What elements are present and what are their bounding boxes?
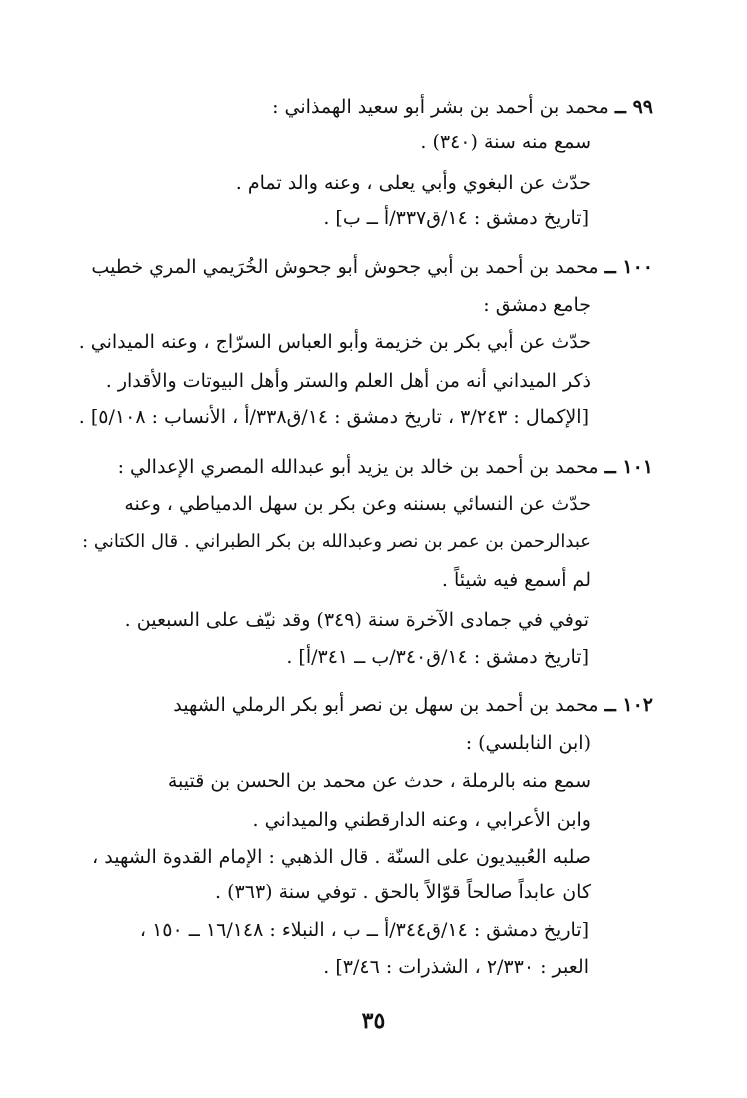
- entry-heading: [91, 252, 653, 282]
- entry-number: ٩٩ ــ: [614, 96, 653, 118]
- entry-line: حدّث عن البغوي وأبي يعلى ، وعنه والد تمام .: [235, 172, 591, 194]
- entry-heading: [173, 690, 653, 720]
- entry-line: (ابن النابلسي) :: [465, 732, 591, 754]
- entry-line: جامع دمشق :: [483, 294, 591, 316]
- entry-reference: [تاريخ دمشق : ١٤/ق٣٣٧/أ ــ ب] .: [323, 207, 589, 229]
- entry-title: محمد بن أحمد بن أبي جحوش أبو جحوش الخُرَيمي المري خطيب: [91, 256, 599, 278]
- entry-reference: [الإكمال : ٣/٢٤٣ ، تاريخ دمشق : ١٤/ق٣٣٨/أ ، الأنساب : ٥/١٠٨] .: [78, 406, 589, 428]
- entry-line: كان عابداً صالحاً قوّالاً بالحق . توفي سنة (٣٦٣) .: [215, 881, 591, 903]
- entry-line: عبدالرحمن بن عمر بن نصر وعبدالله بن بكر الطبراني . قال الكتاني :: [82, 531, 591, 552]
- entry-line: لم أسمع فيه شيئاً .: [441, 569, 591, 591]
- entry-title: محمد بن أحمد بن سهل بن نصر أبو بكر الرملي الشهيد: [173, 694, 599, 716]
- page-number: ٣٥: [361, 1008, 386, 1034]
- entry-line: وابن الأعرابي ، وعنه الدارقطني والميداني .: [252, 809, 591, 831]
- entry-number: ١٠٠ ــ: [604, 256, 653, 278]
- entry-heading: [118, 452, 653, 482]
- entry-title: محمد بن أحمد بن بشر أبو سعيد الهمذاني :: [272, 96, 609, 118]
- entry-line: سمع منه سنة (٣٤٠) .: [420, 131, 591, 153]
- entry-line: توفي في جمادى الآخرة سنة (٣٤٩) وقد نيّف على السبعين .: [124, 609, 589, 631]
- entry-line: حدّث عن النسائي بسننه وعن بكر بن سهل الدمياطي ، وعنه: [124, 493, 591, 515]
- entry-line: سمع منه بالرملة ، حدث عن محمد بن الحسن بن قتيبة: [167, 770, 591, 792]
- entry-line: صلبه العُبيديون على السنّة . قال الذهبي : الإمام القدوة الشهيد ،: [92, 846, 591, 868]
- entry-reference: العبر : ٢/٣٣٠ ، الشذرات : ٣/٤٦] .: [323, 956, 589, 978]
- entry-number: ١٠٢ ــ: [604, 694, 653, 716]
- entry-heading: [272, 92, 653, 122]
- entry-number: ١٠١ ــ: [604, 456, 653, 478]
- entry-line: حدّث عن أبي بكر بن خزيمة وأبو العباس السرّاج ، وعنه الميداني .: [78, 331, 591, 353]
- entry-title: محمد بن أحمد بن خالد بن يزيد أبو عبدالله المصري الإعدالي :: [117, 456, 599, 478]
- entry-reference: [تاريخ دمشق : ١٤/ق٣٤٠/ب ــ ٣٤١/أ] .: [286, 646, 589, 668]
- entry-reference: [تاريخ دمشق : ١٤/ق٣٤٤/أ ــ ب ، النبلاء : ١٦/١٤٨ ــ ١٥٠ ،: [139, 919, 589, 941]
- entry-line: ذكر الميداني أنه من أهل العلم والستر وأهل البيوتات والأقدار .: [105, 370, 591, 392]
